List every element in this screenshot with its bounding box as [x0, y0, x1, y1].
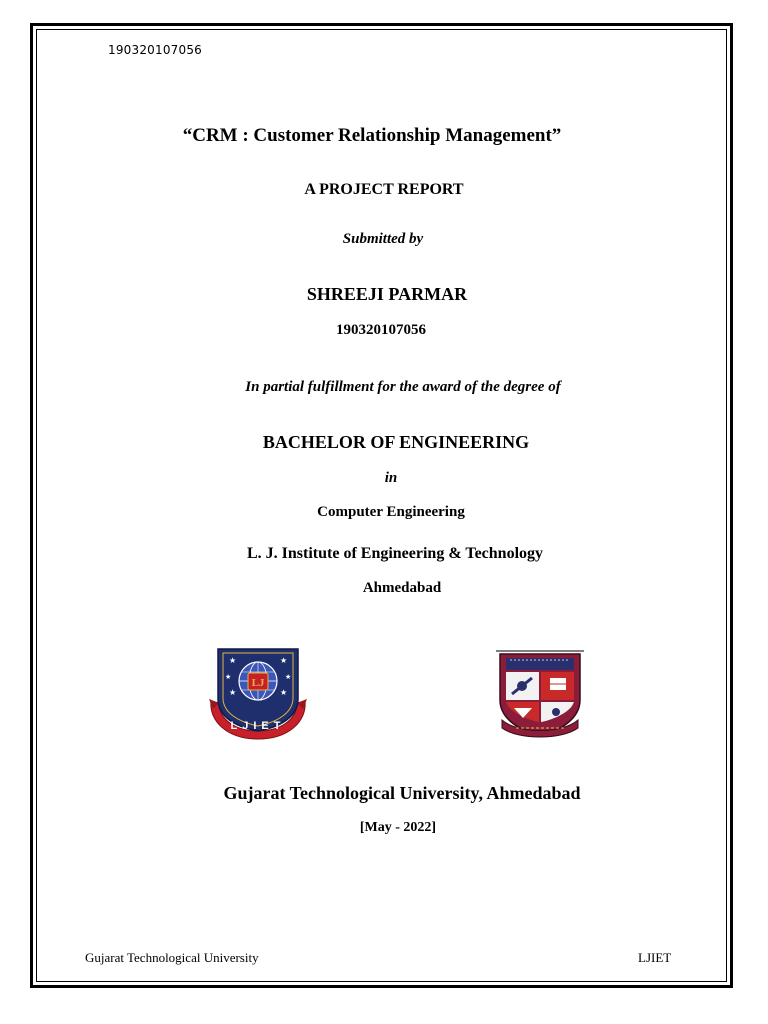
institute-name: L. J. Institute of Engineering & Technology — [246, 545, 544, 562]
submission-date: [May - 2022] — [359, 820, 437, 835]
branch-name: Computer Engineering — [317, 504, 465, 520]
city-name: Ahmedabad — [362, 580, 442, 596]
degree-name: BACHELOR OF ENGINEERING — [262, 432, 530, 452]
gtu-logo — [492, 648, 588, 740]
svg-text:★: ★ — [225, 673, 232, 681]
in-text: in — [384, 470, 398, 486]
student-name: SHREEJI PARMAR — [306, 284, 468, 304]
svg-text:★: ★ — [229, 656, 237, 665]
ljiet-logo — [205, 643, 311, 743]
fulfillment-text: In partial fulfillment for the award of the degree of — [245, 379, 561, 395]
svg-text:★: ★ — [229, 688, 237, 697]
svg-text:★: ★ — [285, 673, 292, 681]
submitted-by-label: Submitted by — [342, 231, 424, 247]
report-title: “CRM : Customer Relationship Management” — [182, 125, 562, 146]
footer-left-text: Gujarat Technological University — [85, 950, 259, 965]
ljiet-ribbon-text: LJIET — [230, 720, 286, 732]
enrollment-number: 190320107056 — [336, 322, 426, 338]
university-name: Gujarat Technological University, Ahmedabad — [223, 783, 581, 803]
svg-text:★: ★ — [280, 688, 288, 697]
header-enrollment-id: 190320107056 — [108, 43, 203, 57]
report-type: A PROJECT REPORT — [304, 181, 464, 198]
footer-right-text: LJIET — [638, 950, 672, 965]
ljiet-monogram: LJ — [251, 677, 265, 689]
svg-text:★: ★ — [280, 656, 288, 665]
